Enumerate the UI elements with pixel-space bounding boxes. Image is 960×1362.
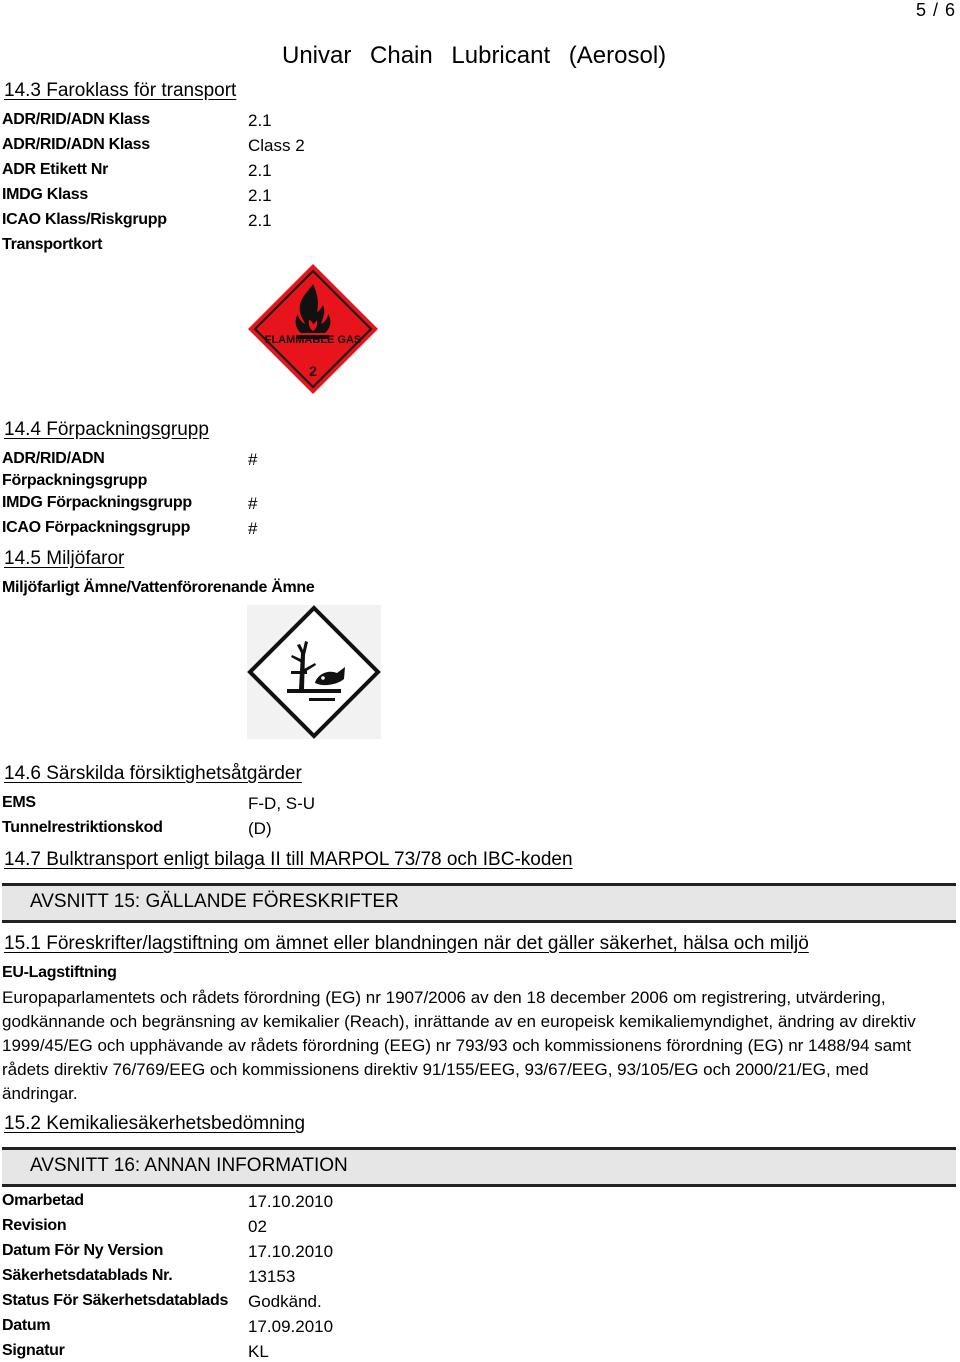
row-label: ADR Etikett Nr — [2, 161, 109, 178]
row-value: Godkänd. — [248, 1292, 322, 1311]
row-label: Signatur — [2, 1342, 65, 1359]
section-14-6-heading: 14.6 Särskilda försiktighetsåtgärder — [4, 763, 302, 784]
row-value: 02 — [248, 1217, 267, 1236]
section-16-title: AVSNITT 16: ANNAN INFORMATION — [30, 1155, 348, 1176]
document-title: Univar Chain Lubricant (Aerosol) — [282, 42, 667, 69]
row-value: 2.1 — [248, 111, 272, 130]
section-14-5-heading: 14.5 Miljöfaror — [4, 548, 125, 569]
row-label: IMDG Klass — [2, 186, 88, 203]
flammable-gas-icon — [246, 262, 380, 396]
eu-legislation-label: EU-Lagstiftning — [2, 964, 117, 981]
row-label: Revision — [2, 1217, 67, 1234]
pictogram-number: 2 — [309, 363, 317, 379]
row-value: 17.10.2010 — [248, 1242, 334, 1261]
row-label: ADR/RID/ADN Klass — [2, 111, 150, 128]
row-label: ICAO Klass/Riskgrupp — [2, 211, 167, 228]
row-value: F-D, S-U — [248, 794, 316, 813]
section-16-banner — [2, 1147, 956, 1187]
row-value: 2.1 — [248, 186, 272, 205]
row-label: Säkerhetsdatablads Nr. — [2, 1267, 173, 1284]
row-value: (D) — [248, 819, 272, 838]
row-value: 2.1 — [248, 211, 272, 230]
row-value: 13153 — [248, 1267, 296, 1286]
row-label: ADR/RID/ADN Klass — [2, 136, 150, 153]
row-label: Tunnelrestriktionskod — [2, 819, 163, 836]
section-15-1-heading: 15.1 Föreskrifter/lagstiftning om ämnet eller blandningen när det gäller säkerhet, hälsa och miljö — [4, 933, 809, 954]
row-value: 17.09.2010 — [248, 1317, 334, 1336]
page-number: 5 / 6 — [915, 0, 956, 20]
section-14-7-heading: 14.7 Bulktransport enligt bilaga II till MARPOL 73/78 och IBC-koden — [4, 849, 573, 870]
row-label: ICAO Förpackningsgrupp — [2, 519, 191, 536]
row-label-continued: Förpackningsgrupp — [2, 472, 148, 489]
row-value: Class 2 — [248, 136, 305, 155]
pictogram-text: FLAMMABLE GAS — [264, 334, 362, 346]
row-label: IMDG Förpackningsgrupp — [2, 494, 192, 511]
row-value: # — [248, 519, 258, 538]
environmental-hazard-label: Miljöfarligt Ämne/Vattenförorenande Ämne — [2, 579, 315, 596]
row-label: ADR/RID/ADN — [2, 450, 105, 467]
row-label: Omarbetad — [2, 1192, 84, 1209]
row-value: # — [248, 494, 258, 513]
row-label: EMS — [2, 794, 36, 811]
section-15-title: AVSNITT 15: GÄLLANDE FÖRESKRIFTER — [30, 891, 399, 912]
section-15-2-heading: 15.2 Kemikaliesäkerhetsbedömning — [4, 1113, 306, 1134]
environmental-hazard-icon — [247, 605, 381, 739]
row-value: 2.1 — [248, 161, 272, 180]
section-15-banner — [2, 883, 956, 923]
row-label: Datum För Ny Version — [2, 1242, 164, 1259]
row-value: 17.10.2010 — [248, 1192, 334, 1211]
row-label: Datum — [2, 1317, 51, 1334]
row-value: # — [248, 450, 258, 469]
section-14-4-heading: 14.4 Förpackningsgrupp — [4, 419, 209, 440]
eu-legislation-text: Europaparlamentets och rådets förordning (EG) nr 1907/2006 av den 18 december 2006 om registrering, utvärdering, godkännande och begränsning av kemikalier (Reach), inrättande av en europeisk kemikaliemyndighet, ändring av direktiv 1999/45/EG och upphävande av rådets förordning (EEG) nr 793/93 och kommissionens förordning (EG) nr 1488/94 samt rådets direktiv 76/769/EEG och kommissionens direktiv 91/155/EEG, 93/67/EEG, 93/105/EG och 2000/21/EG, med ändringar. — [2, 988, 916, 1103]
row-label: Status För Säkerhetsdatablads — [2, 1292, 229, 1309]
row-label: Transportkort — [2, 236, 103, 253]
row-value: KL — [248, 1342, 269, 1361]
section-14-3-heading: 14.3 Faroklass för transport — [4, 80, 237, 101]
